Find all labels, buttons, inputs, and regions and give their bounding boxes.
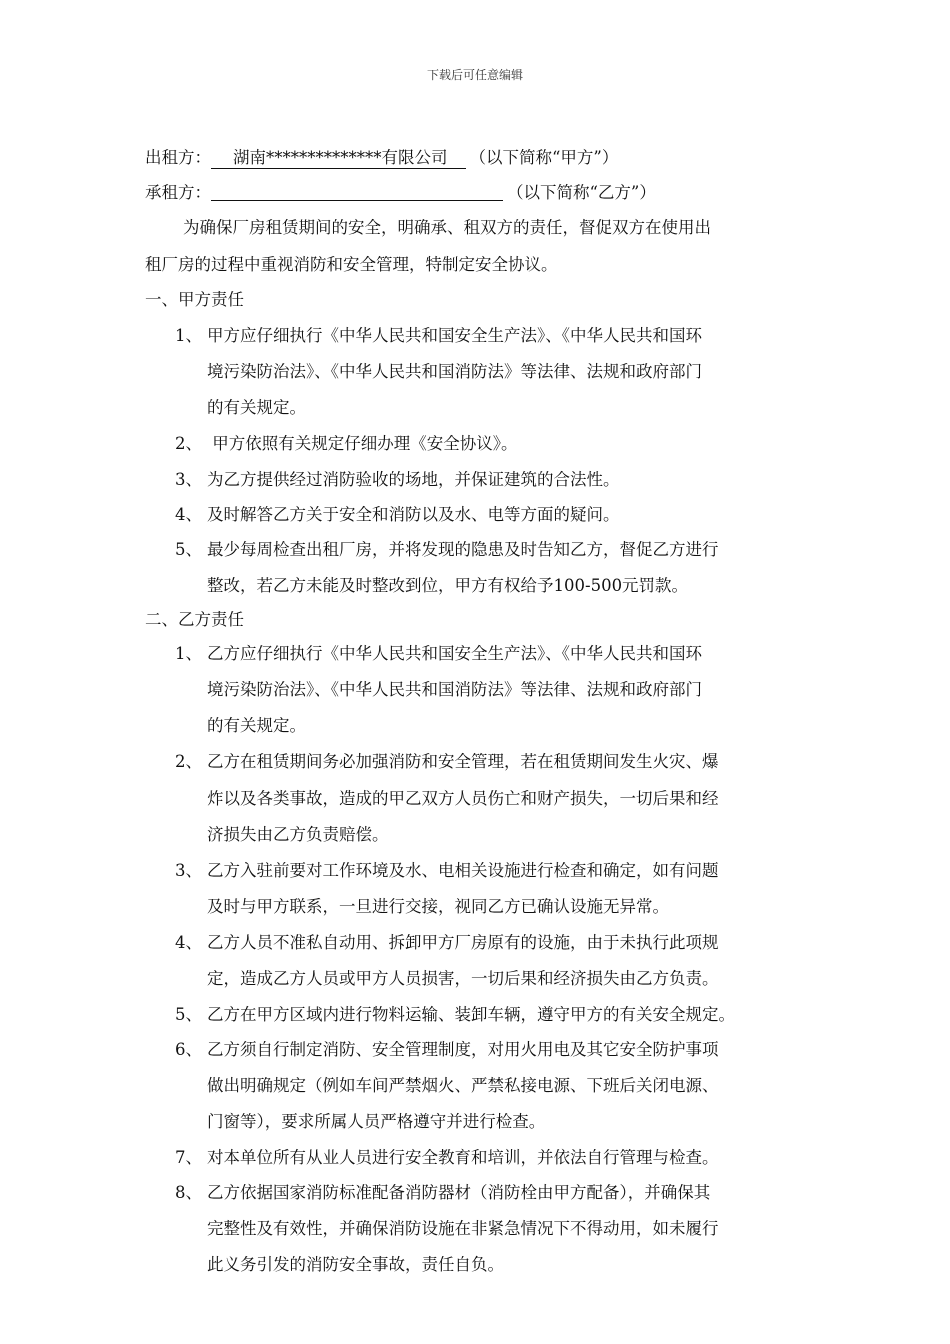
s2-item-3-line-1: 乙方入驻前要对工作环境及水、电相关设施进行检查和确定，如有问题 <box>207 861 719 880</box>
s1-item-1-line-1: 甲方应仔细执行《中华人民共和国安全生产法》、《中华人民共和国环 <box>207 326 702 345</box>
s1-item-2-num: 2、 <box>175 434 202 453</box>
s1-item-2-line-1: 甲方依照有关规定仔细办理《安全协议》。 <box>207 434 518 453</box>
s2-item-6-line-1: 乙方须自行制定消防、安全管理制度，对用火用电及其它安全防护事项 <box>207 1040 719 1059</box>
lessee-label: 承租方： <box>145 183 211 202</box>
s2-item-1-line-3: 的有关规定。 <box>207 716 306 735</box>
section-2-title: 二、乙方责任 <box>145 610 244 629</box>
s2-item-7-line-1: 对本单位所有从业人员进行安全教育和培训，并依法自行管理与检查。 <box>207 1148 719 1167</box>
s2-item-1-line-2: 境污染防治法》、《中华人民共和国消防法》等法律、法规和政府部门 <box>207 680 702 699</box>
s1-item-1-line-3: 的有关规定。 <box>207 398 306 417</box>
section-1-title: 一、甲方责任 <box>145 290 244 309</box>
s2-item-2-line-1: 乙方在租赁期间务必加强消防和安全管理，若在租赁期间发生火灾、爆 <box>207 752 719 771</box>
s2-item-5-num: 5、 <box>175 1005 202 1024</box>
s2-item-1 <box>175 644 702 664</box>
s2-item-5 <box>175 1005 735 1025</box>
s2-item-2-line-3: 济损失由乙方负责赔偿。 <box>207 825 389 844</box>
s2-item-8-line-3: 此义务引发的消防安全事故，责任自负。 <box>207 1255 504 1274</box>
lessor-name: 湖南**************有限公司 <box>211 148 466 169</box>
s2-item-4-line-1: 乙方人员不准私自动用、拆卸甲方厂房原有的设施，由于未执行此项规 <box>207 933 719 952</box>
lessee-line <box>145 182 656 203</box>
s2-item-7-num: 7、 <box>175 1148 202 1167</box>
s2-item-1-line-1: 乙方应仔细执行《中华人民共和国安全生产法》、《中华人民共和国环 <box>207 644 702 663</box>
s2-item-1-num: 1、 <box>175 644 202 663</box>
s2-item-6-line-2: 做出明确规定（例如车间严禁烟火、严禁私接电源、下班后关闭电源、 <box>207 1076 719 1095</box>
s2-item-4-num: 4、 <box>175 933 202 952</box>
s1-item-3-num: 3、 <box>175 470 202 489</box>
lessee-name-blank <box>211 182 503 201</box>
s2-item-8-line-1: 乙方依据国家消防标准配备消防器材（消防栓由甲方配备），并确保其 <box>207 1183 711 1202</box>
s1-item-5 <box>175 540 719 560</box>
s2-item-6-line-3: 门窗等），要求所属人员严格遵守并进行检查。 <box>207 1112 546 1131</box>
s1-item-1 <box>175 326 702 346</box>
s1-item-1-num: 1、 <box>175 326 202 345</box>
lessor-suffix: （以下简称“甲方”） <box>469 148 619 167</box>
s1-item-4-num: 4、 <box>175 505 202 524</box>
s1-item-2 <box>175 434 518 454</box>
s2-item-8-line-2: 完整性及有效性，并确保消防设施在非紧急情况下不得动用，如未履行 <box>207 1219 719 1238</box>
s2-item-2-num: 2、 <box>175 752 202 771</box>
s2-item-8 <box>175 1183 710 1203</box>
s2-item-2-line-2: 炸以及各类事故，造成的甲乙双方人员伤亡和财产损失，一切后果和经 <box>207 789 719 808</box>
s2-item-3 <box>175 861 719 881</box>
page-header-note: 下载后可任意编辑 <box>426 68 523 82</box>
s1-item-1-line-2: 境污染防治法》、《中华人民共和国消防法》等法律、法规和政府部门 <box>207 362 702 381</box>
s2-item-7 <box>175 1148 719 1168</box>
s2-item-4-line-2: 定，造成乙方人员或甲方人员损害，一切后果和经济损失由乙方负责。 <box>207 969 719 988</box>
s2-item-2 <box>175 752 719 772</box>
s2-item-5-line-1: 乙方在甲方区域内进行物料运输、装卸车辆，遵守甲方的有关安全规定。 <box>207 1005 735 1024</box>
s2-item-6 <box>175 1040 719 1060</box>
s1-item-3-line-1: 为乙方提供经过消防验收的场地，并保证建筑的合法性。 <box>207 470 620 489</box>
lessor-label: 出租方： <box>145 148 211 167</box>
s1-item-5-line-1: 最少每周检查出租厂房，并将发现的隐患及时告知乙方，督促乙方进行 <box>207 540 719 559</box>
intro-line-1: 为确保厂房租赁期间的安全，明确承、租双方的责任，督促双方在使用出 <box>183 218 711 237</box>
s2-item-6-num: 6、 <box>175 1040 202 1059</box>
s1-item-3 <box>175 470 620 490</box>
intro-line-2: 租厂房的过程中重视消防和安全管理，特制定安全协议。 <box>145 255 558 274</box>
s2-item-3-line-2: 及时与甲方联系，一旦进行交接，视同乙方已确认设施无异常。 <box>207 897 669 916</box>
lessor-line <box>145 148 618 169</box>
s1-item-5-num: 5、 <box>175 540 202 559</box>
s1-item-4 <box>175 505 620 525</box>
s1-item-5-line-2: 整改，若乙方未能及时整改到位，甲方有权给予100-500元罚款。 <box>207 576 689 595</box>
s2-item-4 <box>175 933 719 953</box>
lessee-suffix: （以下简称“乙方”） <box>507 183 656 202</box>
s2-item-3-num: 3、 <box>175 861 202 880</box>
s2-item-8-num: 8、 <box>175 1183 202 1202</box>
s1-item-4-line-1: 及时解答乙方关于安全和消防以及水、电等方面的疑问。 <box>207 505 620 524</box>
